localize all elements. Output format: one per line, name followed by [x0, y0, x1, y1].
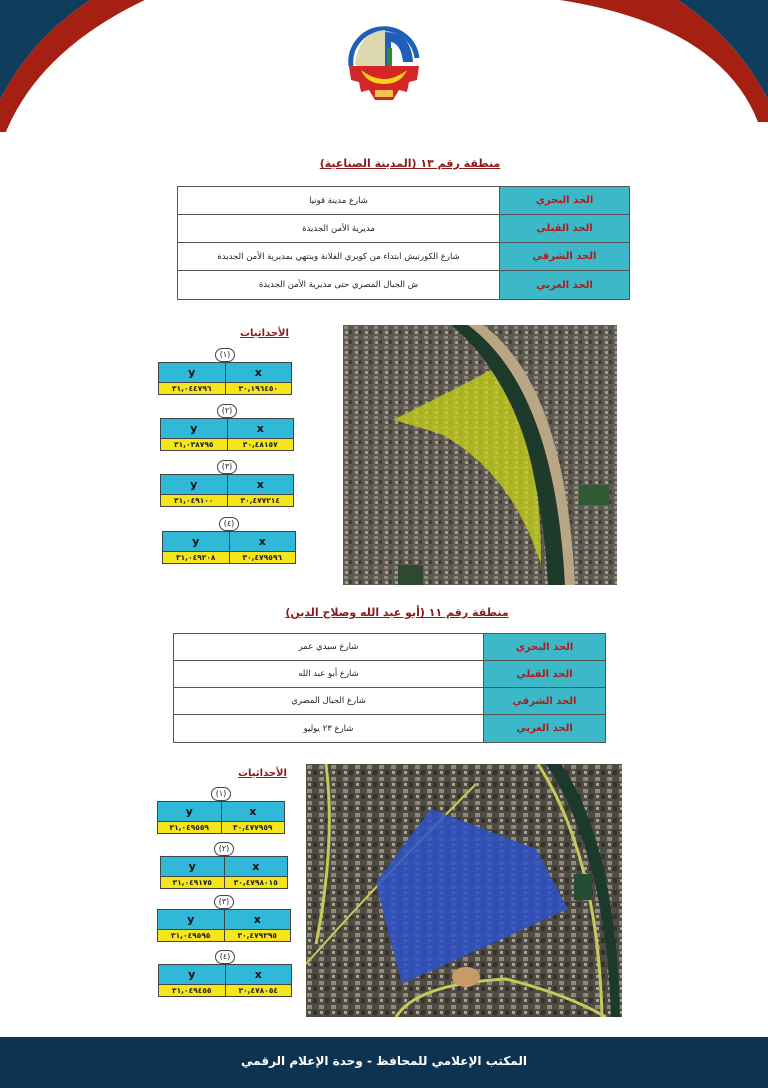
y-header: y	[163, 532, 230, 551]
y-value: ٣١,٠٤٤٧٩٦	[159, 383, 226, 394]
zone-11-coordinate-1	[157, 787, 285, 834]
y-value: ٣١,٠٤٩١٠٠	[161, 495, 228, 506]
boundary-label: الحد الغربي	[499, 271, 629, 299]
boundary-value: شارع سيدي عمر	[174, 634, 483, 660]
x-value: ٣٠,٤٧٧٩٥٩	[233, 823, 273, 832]
zone-13-satellite-map	[343, 325, 617, 585]
boundary-value: شارع مدينة قونيا	[178, 187, 499, 214]
y-header: y	[159, 965, 226, 984]
coordinate-number: (١)	[211, 787, 231, 801]
x-value: ٣٠,٤٧٩٨٠١٥	[233, 878, 278, 887]
y-header: y	[161, 419, 228, 438]
boundary-value: شارع الجبال المصري	[174, 688, 483, 714]
y-value: ٣١,٠٤٩٢٠٨	[163, 552, 230, 563]
y-header: y	[161, 857, 225, 876]
zone-11-coordinate-3	[157, 895, 291, 942]
zone-13-coordinate-3	[160, 460, 294, 507]
coordinate-number: (٤)	[219, 517, 239, 531]
boundary-row-south	[178, 215, 629, 243]
page-footer	[0, 1037, 768, 1088]
zone-13-coordinate-1	[158, 348, 292, 395]
x-value: ٣٠,١٩٦٤٥٠	[238, 384, 278, 393]
boundary-value: ش الجبال المصري حتى مديرية الأمن الجديدة	[178, 271, 499, 299]
x-header: x	[252, 860, 260, 873]
boundary-label: الحد البحري	[499, 187, 629, 214]
x-value: ٣٠,٤٧٩٥٩٦	[242, 553, 282, 562]
coordinate-number: (٢)	[217, 404, 237, 418]
x-header: x	[256, 422, 264, 435]
y-value: ٣١,٠٤٩٥٥٩	[158, 822, 222, 833]
footer-text: المكتب الإعلامي للمحافظ - وحدة الإعلام الرقمي	[241, 1054, 527, 1068]
x-header: x	[249, 805, 257, 818]
boundary-value: مديرية الأمن الجديدة	[178, 215, 499, 242]
boundary-value: شارع أبو عبد الله	[174, 661, 483, 687]
boundary-row-west	[178, 271, 629, 299]
governorate-emblem-icon	[341, 18, 427, 104]
zone-11-coordinate-4	[158, 950, 292, 997]
boundary-label: الحد الشرقي	[499, 243, 629, 270]
boundary-row-south	[174, 661, 605, 688]
zone-13-boundaries-table	[177, 186, 630, 300]
x-value: ٣٠,٤٧٨٠٥٤	[238, 986, 278, 995]
x-header: x	[253, 913, 261, 926]
coordinate-number: (٤)	[215, 950, 235, 964]
boundary-row-north	[178, 187, 629, 215]
y-header: y	[158, 802, 222, 821]
boundary-label: الحد القبلي	[499, 215, 629, 242]
coordinate-number: (٣)	[214, 895, 234, 909]
y-value: ٣١,٠٤٩٥٩٥	[158, 930, 225, 941]
zone-13-coordinate-2	[160, 404, 294, 451]
boundary-label: الحد الغربي	[483, 715, 605, 742]
coordinate-number: (٣)	[217, 460, 237, 474]
boundary-label: الحد البحري	[483, 634, 605, 660]
zone-13-coordinate-4	[162, 517, 296, 564]
x-value: ٣٠,٤٨١٥٧	[242, 440, 278, 449]
x-header: x	[256, 478, 264, 491]
zone-13-title: منطقة رقم ١٣ (المدينة الصناعية)	[319, 157, 501, 170]
zone-11-coordinates-title: الأحداثيات	[238, 768, 287, 779]
satellite-image	[343, 325, 617, 585]
boundary-row-east	[174, 688, 605, 715]
boundary-value: شارع ٢٣ يوليو	[174, 715, 483, 742]
y-value: ٣١,٠٤٩١٧٥	[161, 877, 225, 888]
boundary-row-west	[174, 715, 605, 742]
zone-11-boundaries-table	[173, 633, 606, 743]
boundary-value: شارع الكورنيش ابتداء من كوبري الفلانة وينتهي بمديرية الأمن الجديدة	[178, 243, 499, 270]
coordinate-number: (١)	[215, 348, 235, 362]
x-header: x	[254, 366, 262, 379]
zone-11-title: منطقة رقم ١١ (أبو عبد الله وصلاح الدين)	[285, 606, 509, 619]
satellite-image	[306, 764, 622, 1017]
x-header: x	[254, 968, 262, 981]
y-header: y	[159, 363, 226, 382]
zone-11-satellite-map	[306, 764, 622, 1017]
zone-13-coordinates-title: الأحداثيات	[240, 328, 289, 339]
boundary-label: الحد الشرقي	[483, 688, 605, 714]
x-value: ٣٠,٤٧٧٢١٤	[240, 496, 280, 505]
boundary-label: الحد القبلي	[483, 661, 605, 687]
boundary-row-east	[178, 243, 629, 271]
x-header: x	[258, 535, 266, 548]
y-value: ٣١,٠٣٨٧٩٥	[161, 439, 228, 450]
x-value: ٣٠,٤٧٩٣٩٥	[237, 931, 277, 940]
y-header: y	[161, 475, 228, 494]
page-header	[0, 0, 768, 140]
y-value: ٣١,٠٤٩٤٥٥	[159, 985, 226, 996]
y-header: y	[158, 910, 225, 929]
boundary-row-north	[174, 634, 605, 661]
coordinate-number: (٢)	[214, 842, 234, 856]
zone-11-coordinate-2	[160, 842, 288, 889]
